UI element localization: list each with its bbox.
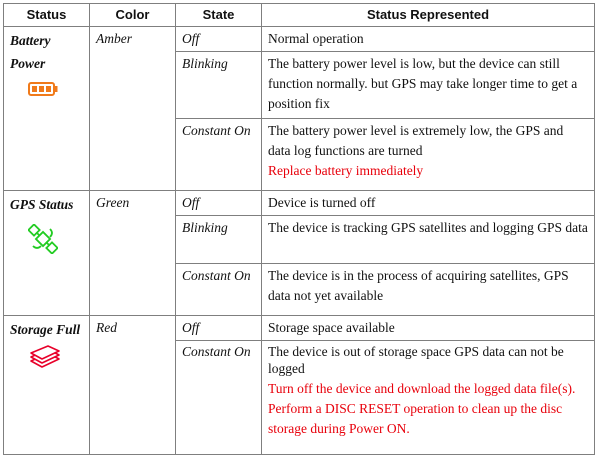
status-cell-battery: [4, 27, 90, 191]
table-row: [4, 27, 595, 52]
warning-text: Turn off the device and download the logged data file(s). Perform a DISC RESET operation to clean up the disc storage during Power ON.: [268, 381, 576, 436]
warning-text: Replace battery immediately: [268, 163, 424, 178]
description-cell: [262, 52, 595, 119]
description-text: The device is in the process of acquiring satellites, GPS data not yet available: [268, 268, 569, 303]
header-status: Status: [4, 4, 90, 27]
description-cell: [262, 216, 595, 264]
description-text: The battery power level is extremely low, the GPS and data log functions are turned: [268, 123, 564, 158]
satellite-icon: [28, 224, 83, 260]
status-cell-storage: [4, 316, 90, 455]
description-text: Storage space available: [268, 320, 395, 335]
description-cell: [262, 191, 595, 216]
battery-icon: [28, 81, 83, 103]
state-cell: Constant On: [176, 119, 262, 191]
state-text: Constant On: [182, 344, 251, 359]
header-color: Color: [90, 4, 176, 27]
header-row: [4, 4, 595, 27]
table-row: [4, 316, 595, 341]
state-cell: Blinking: [176, 216, 262, 264]
description-text: The battery power level is low, but the device can still function normally. but GPS may take longer time to get a position fix: [268, 56, 578, 111]
color-cell-storage: Red: [90, 316, 176, 455]
led-status-table: [3, 3, 595, 455]
state-cell: Off: [176, 316, 262, 341]
header-status-represented: Status Represented: [262, 4, 595, 27]
status-name-gps: GPS Status: [10, 197, 74, 212]
storage-stack-icon: [28, 345, 83, 377]
description-text: The device is out of storage space GPS data can not be logged: [268, 344, 564, 376]
description-cell: [262, 264, 595, 316]
status-cell-gps: [4, 191, 90, 316]
state-cell: [176, 341, 262, 455]
description-cell: [262, 341, 595, 455]
status-name-battery: Battery Power: [10, 33, 51, 71]
color-cell-battery: Amber: [90, 27, 176, 191]
state-cell: Constant On: [176, 264, 262, 316]
description-cell: [262, 27, 595, 52]
header-state: State: [176, 4, 262, 27]
description-text: Device is turned off: [268, 195, 376, 210]
description-cell: [262, 119, 595, 191]
state-cell: Off: [176, 27, 262, 52]
description-text: Normal operation: [268, 31, 364, 46]
state-cell: Off: [176, 191, 262, 216]
description-text: The device is tracking GPS satellites and logging GPS data: [268, 220, 588, 235]
color-cell-gps: Green: [90, 191, 176, 316]
description-cell: [262, 316, 595, 341]
state-cell: Blinking: [176, 52, 262, 119]
table-row: [4, 191, 595, 216]
status-name-storage: Storage Full: [10, 322, 81, 337]
